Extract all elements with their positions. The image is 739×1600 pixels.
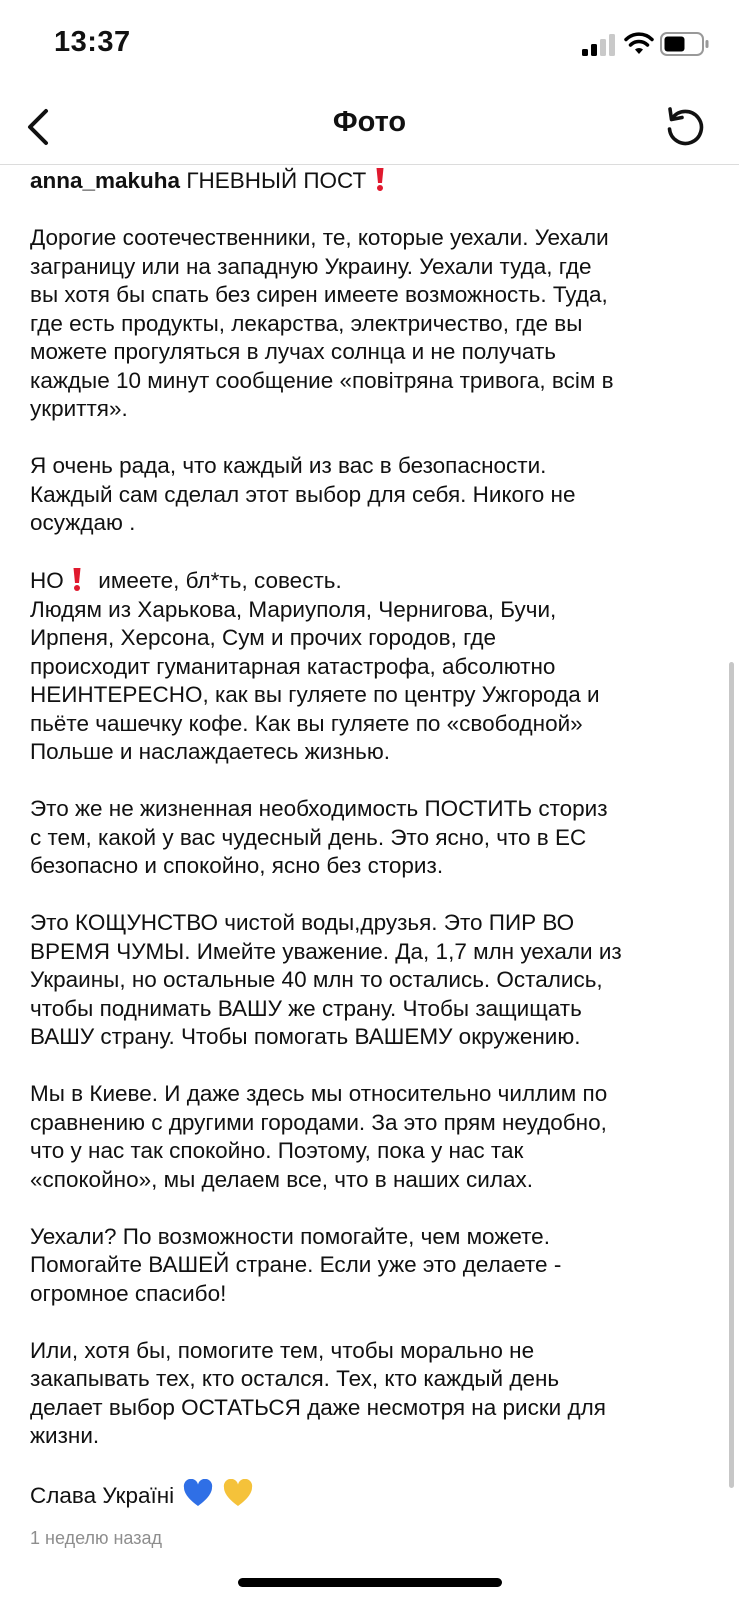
caption-line: Людям из Харькова, Мариуполя, Чернигова, Бучи, — [30, 596, 557, 622]
no-rest: имеете, бл*ть, совесть. — [98, 568, 342, 593]
caption-line: закапывать тех, кто остался. Тех, кто каждый день — [30, 1366, 560, 1391]
exclamation-icon — [70, 566, 84, 592]
closing-text: Слава Україні — [30, 1483, 175, 1508]
caption-line: заграницу или на западную Украину. Уехали туда, где — [30, 253, 592, 279]
caption-line: Уехали? По возможности помогайте, чем можете. — [30, 1223, 550, 1249]
caption-paragraph — [30, 1080, 710, 1194]
caption-line: сравнению с другими городами. За это прям неудобно, — [30, 1109, 607, 1135]
status-time: 13:37 — [54, 26, 131, 58]
caption-line: происходит гуманитарная катастрофа, абсолютно — [30, 653, 556, 679]
no-prefix: НО — [30, 568, 64, 593]
caption-line: Или, хотя бы, помогите тем, чтобы морально не — [30, 1337, 535, 1363]
caption-line: укриття». — [30, 396, 128, 421]
caption-line: Ирпеня, Херсона, Сум и прочих городов, где — [30, 625, 496, 650]
caption-paragraph — [30, 566, 710, 767]
caption-line: делает выбор ОСТАТЬСЯ даже несмотря на риски для — [30, 1394, 606, 1420]
caption-paragraph — [30, 1337, 710, 1451]
caption-body — [30, 224, 710, 538]
wifi-icon — [624, 30, 654, 56]
username-link[interactable]: anna_makuha — [30, 168, 181, 193]
closing-line — [30, 1479, 710, 1511]
yellow-heart-icon — [223, 1479, 253, 1507]
caption-line: безопасно и спокойно, ясно без сториз. — [30, 853, 444, 878]
caption-paragraph — [30, 452, 710, 538]
caption-line: Польше и наслаждаетесь жизнью. — [30, 739, 390, 764]
caption-line: пьёте чашечку кофе. Как вы гуляете по «свободной» — [30, 710, 583, 736]
caption-line: Дорогие соотечественники, те, которые уехали. Уехали — [30, 225, 609, 250]
caption-body-rest — [30, 566, 710, 1451]
caption-line: Мы в Киеве. И даже здесь мы относительно чиллим по — [30, 1081, 608, 1106]
caption-line: ВАШУ страну. Чтобы помогать ВАШЕМУ окружению. — [30, 1024, 581, 1049]
caption-line: «спокойно», мы делаем все, что в наших силах. — [30, 1166, 533, 1192]
caption-line: ВРЕМЯ ЧУМЫ. Имейте уважение. Да, 1,7 млн уехали из — [30, 938, 622, 964]
home-indicator[interactable] — [238, 1578, 502, 1587]
caption-header — [30, 166, 710, 196]
caption-line: где есть продукты, лекарства, электричество, где вы — [30, 310, 583, 336]
caption-line: что у нас так спокойно. Поэтому, пока у нас так — [30, 1138, 524, 1163]
refresh-icon — [660, 102, 710, 152]
exclamation-icon — [373, 166, 387, 192]
blue-heart-icon — [183, 1479, 213, 1507]
caption-line: Каждый сам сделал этот выбор для себя. Никого не — [30, 481, 576, 507]
caption-line: Это же не жизненная необходимость ПОСТИТЬ сториз — [30, 796, 608, 821]
signal-icon — [582, 34, 618, 56]
caption-line: с тем, какой у вас чудесный день. Это ясно, что в ЕС — [30, 824, 587, 850]
caption-line: вы хотя бы спать без сирен имеете возможность. Туда, — [30, 282, 608, 307]
caption-line: НЕИНТЕРЕСНО, как вы гуляете по центру Ужгорода и — [30, 682, 600, 707]
caption-line: Я очень рада, что каждый из вас в безопасности. — [30, 453, 547, 478]
caption-line: жизни. — [30, 1423, 100, 1448]
caption-paragraph — [30, 1223, 710, 1309]
battery-icon — [660, 32, 710, 56]
page-title: Фото — [332, 106, 407, 138]
caption-paragraph — [30, 795, 710, 881]
caption-line: можете прогуляться в лучах солнца и не получать — [30, 339, 556, 364]
caption-line: каждые 10 минут сообщение «повітряна тривога, всім в — [30, 367, 614, 393]
refresh-button[interactable] — [660, 102, 710, 152]
caption-paragraph — [30, 224, 710, 424]
status-bar — [0, 0, 739, 90]
post-title: ГНЕВНЫЙ ПОСТ — [186, 168, 367, 193]
caption-line: Украины, но остальные 40 млн то остались. Остались, — [30, 967, 603, 992]
caption-line: огромное спасибо! — [30, 1280, 227, 1306]
post-timestamp: 1 неделю назад — [30, 1527, 163, 1548]
nav-bar — [0, 90, 739, 165]
caption-line: осуждаю . — [30, 510, 136, 535]
post-caption — [30, 166, 710, 1551]
caption-line — [30, 566, 710, 596]
caption-line: Помогайте ВАШЕЙ стране. Если уже это делаете - — [30, 1252, 562, 1277]
scrollbar[interactable] — [729, 662, 734, 1488]
caption-line: Это КОЩУНСТВО чистой воды,друзья. Это ПИР ВО — [30, 910, 575, 935]
caption-paragraph — [30, 909, 710, 1052]
caption-line: чтобы поднимать ВАШУ же страну. Чтобы защищать — [30, 995, 582, 1021]
